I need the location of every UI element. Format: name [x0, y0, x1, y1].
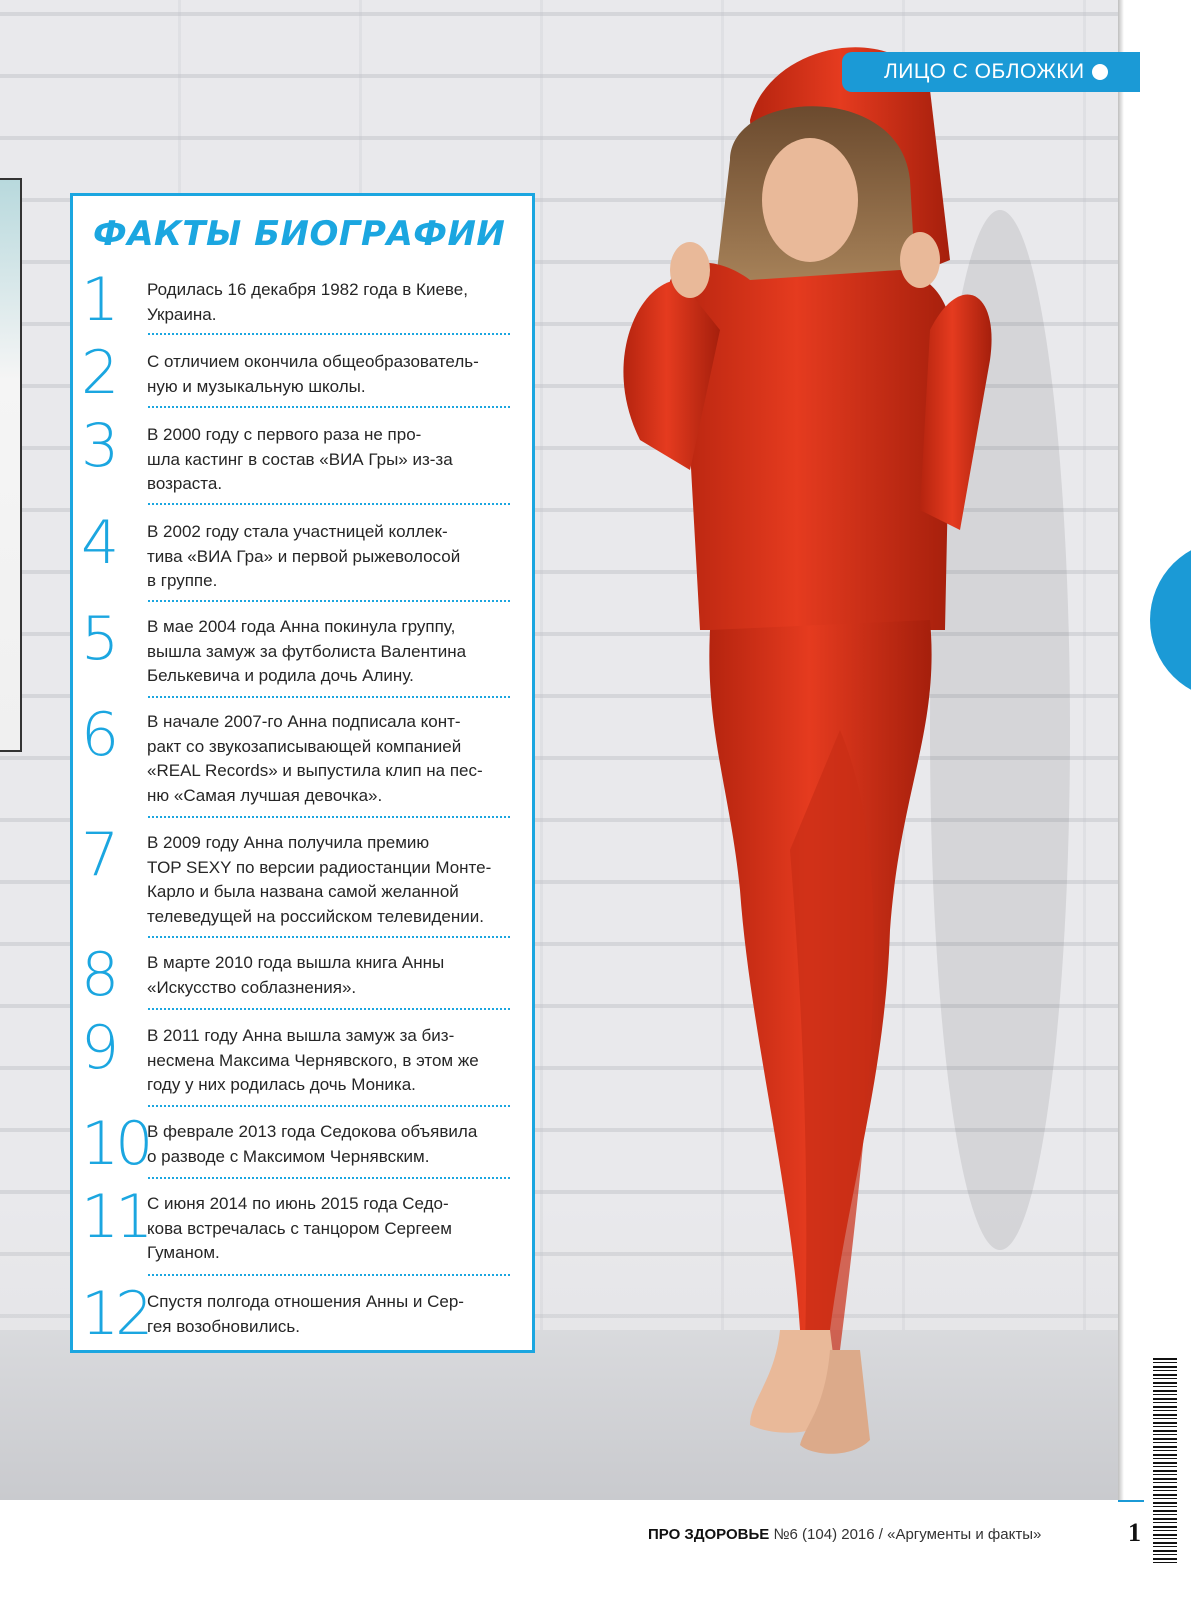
fact-number: 9: [81, 1013, 116, 1083]
fact-separator: [148, 1008, 510, 1010]
section-tag-label: ЛИЦО С ОБЛОЖКИ: [884, 60, 1085, 83]
fact-separator: [148, 406, 510, 408]
right-edge-tab: [1150, 540, 1191, 700]
fact-number: 6: [81, 700, 116, 770]
fact-number: 2: [81, 338, 116, 408]
fact-text: Спустя полгода отношения Анны и Сер- гея возобновились.: [147, 1292, 464, 1336]
footer-issue: №6 (104) 2016 / «Аргументы и факты»: [773, 1526, 1042, 1543]
page-footer: [648, 1526, 1088, 1543]
biography-facts-box: [70, 193, 535, 1353]
fact-text: В начале 2007-го Анна подписала конт- ракт со звукозаписывающей компанией «REAL Records» и выпустила клип на пес- ню «Самая лучшая девочка».: [147, 712, 483, 805]
fact-number: 11: [81, 1182, 150, 1252]
fact-number: 7: [81, 820, 116, 890]
fact-text: В 2002 году стала участницей коллек- тива «ВИА Гра» и первой рыжеволосой в группе.: [147, 522, 461, 590]
fact-separator: [148, 936, 510, 938]
section-tag-dot-icon: [1092, 64, 1108, 80]
page-shadow: [1118, 0, 1124, 1500]
barcode-strip: [1153, 1358, 1177, 1563]
fact-separator: [148, 503, 510, 505]
fact-number: 5: [81, 604, 116, 674]
fact-text: Родилась 16 декабря 1982 года в Киеве, Украина.: [147, 280, 468, 324]
fact-text: В 2009 году Анна получила премию TOP SEXY по версии радиостанции Монте- Карло и была названа самой желанной телеведущей на российском телевидении.: [147, 833, 492, 926]
fact-separator: [148, 1177, 510, 1179]
fact-text: В мае 2004 года Анна покинула группу, вышла замуж за футболиста Валентина Белькевича и родила дочь Алину.: [147, 617, 467, 685]
fact-separator: [148, 1274, 510, 1276]
fact-text: С отличием окончила общеобразователь- ную и музыкальную школы.: [147, 352, 479, 396]
fact-separator: [148, 600, 510, 602]
fact-text: В марте 2010 года вышла книга Анны «Искусство соблазнения».: [147, 953, 445, 997]
fact-separator: [148, 696, 510, 698]
fact-separator: [148, 1105, 510, 1107]
fact-text: С июня 2014 по июнь 2015 года Седо- кова встречалась с танцором Сергеем Гуманом.: [147, 1194, 452, 1262]
fact-text: В феврале 2013 года Седокова объявила о разводе с Максимом Чернявским.: [147, 1122, 478, 1166]
woman-in-red-tracksuit-figure: [600, 30, 1080, 1490]
fact-number: 4: [81, 508, 116, 578]
left-edge-card: [0, 178, 22, 752]
page-number: 1: [1128, 1518, 1141, 1547]
fact-number: 3: [81, 411, 116, 481]
fact-text: В 2000 году с первого раза не про- шла кастинг в состав «ВИА Гры» из-за возраста.: [147, 425, 453, 493]
fact-number: 8: [81, 940, 116, 1010]
fact-number: 1: [81, 265, 116, 335]
section-tag: [842, 52, 1140, 92]
fact-separator: [148, 816, 510, 818]
footer-rule: [1118, 1500, 1144, 1502]
fact-separator: [148, 333, 510, 335]
fact-text: В 2011 году Анна вышла замуж за биз- несмена Максима Чернявского, в этом же году у них родилась дочь Моника.: [147, 1026, 479, 1094]
facts-title: ФАКТЫ БИОГРАФИИ: [93, 214, 506, 254]
fact-number: 12: [81, 1279, 150, 1349]
fact-number: 10: [81, 1109, 150, 1179]
footer-publication: ПРО ЗДОРОВЬЕ: [648, 1526, 770, 1543]
